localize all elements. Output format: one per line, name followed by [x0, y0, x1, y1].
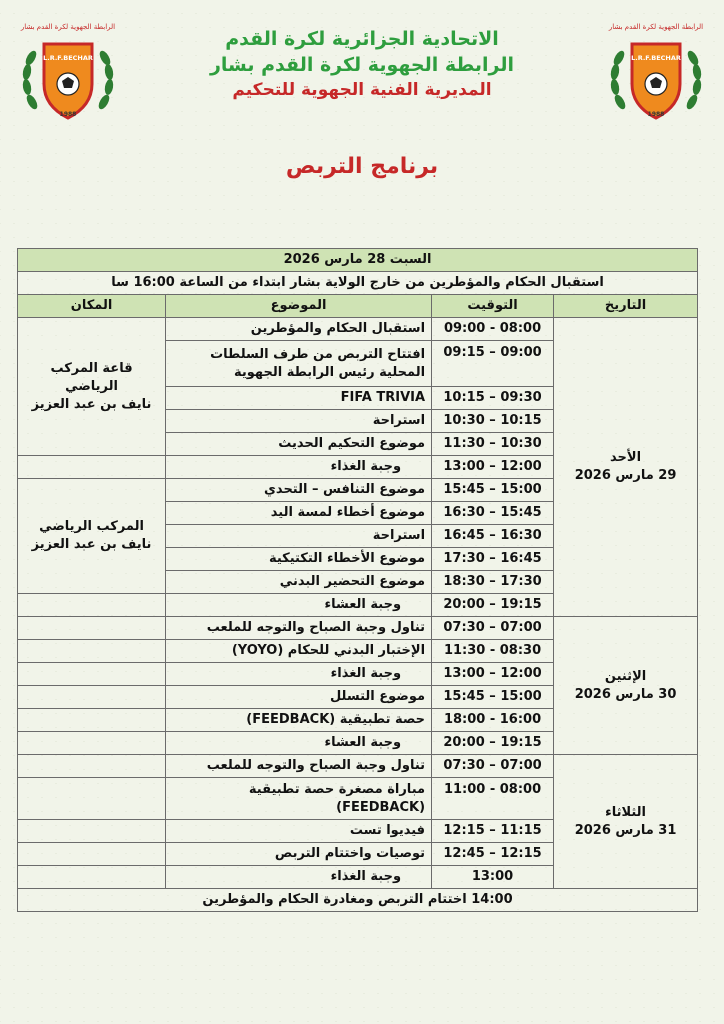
logo-caption: الرابطة الجهوية لكرة القدم بشار — [608, 23, 704, 31]
place-cell-empty — [18, 456, 166, 479]
place-cell-empty — [18, 820, 166, 843]
topic-cell: وجبة الغذاء — [166, 866, 432, 889]
arrival-note: استقبال الحكام والمؤطرين من خارج الولاية بشار ابتداء من الساعة 16:00 سا — [18, 272, 698, 295]
logo-text: L.R.F.BECHAR — [43, 54, 93, 62]
place-cell-empty — [18, 778, 166, 820]
place-line: المركب الرياضي — [39, 519, 144, 534]
logo-year: 1988 — [647, 111, 665, 118]
time-cell: 11:30 - 08:30 — [432, 640, 554, 663]
letterhead — [180, 26, 544, 102]
time-cell: 18:30 – 17:30 — [432, 571, 554, 594]
league-logo-right — [606, 22, 706, 128]
page-title: برنامج التربص — [285, 154, 439, 179]
crest-icon — [606, 32, 706, 124]
day-date: 31 مارس 2026 — [574, 822, 677, 838]
day-name: الأحد — [610, 450, 642, 465]
topic-cell: FIFA TRIVIA — [166, 387, 432, 410]
topic-cell: تناول وجبة الصباح والتوجه للملعب — [166, 617, 432, 640]
time-cell: 10:15 – 09:30 — [432, 387, 554, 410]
column-header-time: التوقيت — [432, 295, 554, 318]
place-cell-empty — [18, 732, 166, 755]
topic-cell: حصة تطبيقية (FEEDBACK) — [166, 709, 432, 732]
time-cell: 12:45 – 12:15 — [432, 843, 554, 866]
directorate-name: المديرية الفنية الجهوية للتحكيم — [232, 80, 492, 100]
day-date: 30 مارس 2026 — [574, 686, 677, 702]
place-cell-empty — [18, 709, 166, 732]
time-cell: 16:30 – 15:45 — [432, 502, 554, 525]
topic-cell: وجبة الغذاء — [166, 456, 432, 479]
place-cell-empty — [18, 617, 166, 640]
topic-cell: تناول وجبة الصباح والتوجه للملعب — [166, 755, 432, 778]
topic-cell: الإختبار البدني للحكام (YOYO) — [166, 640, 432, 663]
day-cell-monday — [554, 617, 698, 755]
topic-cell: فيديوا تست — [166, 820, 432, 843]
place-cell-empty — [18, 640, 166, 663]
day-name: الإثنين — [604, 668, 647, 684]
logo-text: L.R.F.BECHAR — [631, 54, 681, 62]
place-cell-empty — [18, 663, 166, 686]
logo-caption: الرابطة الجهوية لكرة القدم بشار — [20, 23, 116, 31]
topic-cell: وجبة الغذاء — [166, 663, 432, 686]
topic-cell: موضوع التسلل — [166, 686, 432, 709]
topic-cell: موضوع الأخطاء التكتيكية — [166, 548, 432, 571]
topic-cell: توصيات واختتام التربص — [166, 843, 432, 866]
time-cell: 10:30 – 10:15 — [432, 410, 554, 433]
time-cell: 17:30 – 16:45 — [432, 548, 554, 571]
day-cell-tuesday — [554, 755, 698, 889]
place-cell-empty — [18, 594, 166, 617]
place-line: نايف بن عبد العزيز — [31, 537, 152, 552]
place-cell-empty — [18, 755, 166, 778]
topic-cell: موضوع التحكيم الحديث — [166, 433, 432, 456]
crest-icon — [18, 32, 118, 124]
time-cell: 18:00 - 16:00 — [432, 709, 554, 732]
time-cell: 15:45 – 15:00 — [432, 479, 554, 502]
federation-name: الاتحادية الجزائرية لكرة القدم — [225, 28, 499, 50]
column-header-place: المكان — [18, 295, 166, 318]
topic-cell: استراحة — [166, 410, 432, 433]
topic-cell: استراحة — [166, 525, 432, 548]
topic-cell: موضوع أخطاء لمسة اليد — [166, 502, 432, 525]
topic-cell: وجبة العشاء — [166, 594, 432, 617]
topic-cell: وجبة العشاء — [166, 732, 432, 755]
topic-cell: استقبال الحكام والمؤطرين — [166, 318, 432, 341]
league-logo-left — [18, 22, 118, 128]
time-cell: 09:00 - 08:00 — [432, 318, 554, 341]
saturday-header: السبت 28 مارس 2026 — [18, 249, 698, 272]
time-cell: 09:15 – 09:00 — [432, 341, 554, 387]
time-cell: 20:00 – 19:15 — [432, 594, 554, 617]
place-cell-empty — [18, 686, 166, 709]
day-date: 29 مارس 2026 — [574, 468, 677, 483]
time-cell: 15:45 – 15:00 — [432, 686, 554, 709]
time-cell: 13:00 – 12:00 — [432, 663, 554, 686]
place-line: نايف بن عبد العزيز — [31, 396, 152, 412]
time-cell: 11:30 – 10:30 — [432, 433, 554, 456]
time-cell: 07:30 – 07:00 — [432, 755, 554, 778]
time-cell: 11:00 - 08:00 — [432, 778, 554, 820]
time-cell: 20:00 – 19:15 — [432, 732, 554, 755]
topic-cell: موضوع التنافس – التحدي — [166, 479, 432, 502]
closing-row: 14:00 اختتام التربص ومغادرة الحكام والمؤطرين — [18, 889, 698, 912]
place-line: قاعة المركب الرياضي — [50, 360, 133, 394]
place-cell — [18, 318, 166, 456]
time-cell: 12:15 – 11:15 — [432, 820, 554, 843]
column-header-date: التاريخ — [554, 295, 698, 318]
schedule-table — [17, 248, 698, 912]
day-name: الثلاثاء — [605, 804, 647, 820]
time-cell: 13:00 – 12:00 — [432, 456, 554, 479]
league-name: الرابطة الجهوية لكرة القدم بشار — [209, 54, 515, 76]
time-cell: 07:30 – 07:00 — [432, 617, 554, 640]
time-cell: 16:45 – 16:30 — [432, 525, 554, 548]
place-cell-empty — [18, 866, 166, 889]
place-cell — [18, 479, 166, 594]
topic-cell: موضوع التحضير البدني — [166, 571, 432, 594]
topic-cell: افتتاح التربص من طرف السلطات المحلية رئيس الرابطة الجهوية — [166, 341, 432, 387]
time-cell: 13:00 — [432, 866, 554, 889]
topic-cell: مباراة مصغرة حصة تطبيقية (FEEDBACK) — [166, 778, 432, 820]
column-header-topic: الموضوع — [166, 295, 432, 318]
place-cell-empty — [18, 843, 166, 866]
logo-year: 1988 — [59, 111, 77, 118]
day-cell-sunday — [554, 318, 698, 617]
